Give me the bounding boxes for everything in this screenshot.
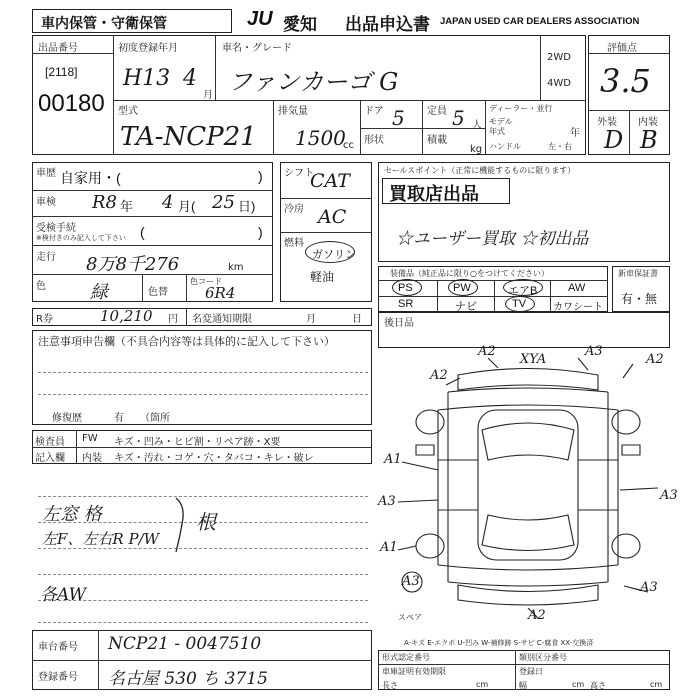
- repair-value: 有: [114, 413, 124, 424]
- handwritten-note-4: 各AW: [40, 585, 87, 605]
- inspection-day: 25: [212, 192, 235, 213]
- ac-value: AC: [318, 206, 347, 228]
- interior-score-value: B: [640, 126, 658, 154]
- first-reg-year: H13: [123, 66, 171, 91]
- capacity-label: 定員: [427, 106, 447, 117]
- load-unit: kg: [470, 144, 483, 155]
- width-unit: cm: [572, 680, 585, 689]
- shape-label: 形状: [364, 135, 384, 146]
- model-year-label: モデル: [489, 117, 513, 126]
- displacement-unit: cc: [343, 140, 354, 151]
- handwritten-note-1: 左窓 格: [42, 504, 102, 525]
- model-value: TA-NCP21: [120, 122, 257, 152]
- inspection-label: 車検: [36, 197, 56, 208]
- name-grade-label: 車名・グレード: [222, 43, 292, 54]
- equip-tv: TV: [512, 298, 527, 310]
- drive-2wd: 2WD: [547, 52, 571, 63]
- repair-label: 修復歴: [52, 413, 82, 424]
- recycle-unit: 円: [168, 314, 178, 325]
- exterior-score-label: 外装: [597, 117, 617, 128]
- shift-value: CAT: [310, 170, 350, 192]
- length-label: 長さ: [382, 681, 398, 690]
- recycle-value: 10,210: [100, 307, 153, 325]
- mileage-unit: km: [228, 262, 244, 273]
- damage-mark-3: A3: [585, 344, 603, 359]
- displacement-label: 排気量: [278, 106, 308, 117]
- repair-place: （箇所: [140, 413, 170, 424]
- lot-number: 00180: [38, 90, 105, 117]
- fuel-label: 燃料: [284, 238, 304, 249]
- ac-label: 冷房: [284, 204, 304, 215]
- score-value: 3.5: [600, 62, 651, 100]
- inspection-year-unit: 年: [120, 199, 134, 214]
- shift-label: シフト: [284, 168, 314, 179]
- receipt-note: ※検付きのみ記入して下さい: [36, 234, 126, 242]
- first-reg-label: 初度登録年月: [118, 43, 178, 54]
- spare-label: スペア: [398, 613, 422, 622]
- back-items-label: 後日品: [384, 318, 414, 329]
- history-close: ): [258, 168, 263, 184]
- equip-airbag: エアB: [508, 285, 538, 297]
- storage-label-box: [32, 9, 232, 33]
- damage-mark-7: A3: [378, 494, 396, 509]
- receipt-open: (: [140, 224, 145, 240]
- inspector-interior-items: キズ・汚れ・コゲ・穴・タバコ・キレ・破レ: [114, 453, 314, 464]
- inspection-year: R8: [92, 192, 118, 213]
- damage-mark-2: XYA: [520, 352, 547, 367]
- storage-label: 車内保管・守衛保管: [41, 15, 167, 31]
- color-code-label: 色コード: [190, 277, 222, 286]
- lot-number-label: 出品番号: [38, 43, 78, 54]
- damage-mark-10: A3: [402, 574, 420, 589]
- circle-pw: [448, 279, 478, 296]
- class-label: 類別区分番号: [519, 653, 567, 662]
- damage-mark-12: A2: [528, 608, 546, 623]
- color-code-value: 6R4: [205, 284, 236, 302]
- inspection-month-unit: 月(: [178, 199, 196, 214]
- ju-logo: JU: [247, 8, 273, 30]
- handle-values: 左・右: [548, 142, 572, 151]
- selling-points-label: セールスポイント（正常に機能するものに限ります）: [384, 166, 576, 175]
- equip-ps: PS: [398, 282, 413, 294]
- mileage-label: 走行: [36, 252, 56, 263]
- inspector-label-2: 記入欄: [35, 453, 65, 464]
- selling-points-note: ☆ユーザー買取 ☆初出品: [396, 229, 589, 249]
- car-damage-diagram: [378, 350, 670, 630]
- handwritten-note-3: 根: [196, 510, 216, 534]
- inspector-exterior-items: キズ・凹み・ヒビ割・リペア跡・X要: [114, 437, 281, 448]
- handwritten-note-2: 左F、左右R P/W: [42, 530, 160, 548]
- year-unit: 年: [570, 128, 580, 139]
- inspector-label-1: 検査員: [35, 437, 65, 448]
- model-label: 型式: [118, 106, 138, 117]
- damage-mark-6: A1: [384, 452, 402, 467]
- notes-label: 注意事項申告欄（不具合内容等は具体的に記入して下さい）: [38, 335, 335, 348]
- damage-mark-4: A2: [646, 352, 664, 367]
- equipment-label: 装備品（純正品に限り○をつけてください）: [390, 269, 549, 278]
- mileage-value: 8万8千276: [86, 254, 180, 275]
- cert-expiry-label: 形式認定番号: [382, 653, 430, 662]
- height-label: 高さ: [590, 681, 606, 690]
- equip-pw: PW: [453, 282, 471, 294]
- garage-cert-label: 車庫証明有効期限: [382, 667, 446, 676]
- lot-sub-number: [2118]: [45, 65, 78, 79]
- reg-date-label: 登録日: [519, 667, 543, 676]
- deadline-day-unit: 日: [352, 314, 362, 325]
- length-unit: cm: [476, 680, 489, 689]
- fuel-alt: 軽油: [310, 270, 335, 284]
- association-name: JAPAN USED CAR DEALERS ASSOCIATION: [440, 16, 640, 27]
- interior-score-label: 内装: [638, 117, 658, 128]
- dealer-label: ディーラー・並行: [489, 104, 553, 113]
- load-label: 積載: [427, 135, 447, 146]
- recycle-label: R券: [36, 314, 53, 325]
- damage-mark-11: A3: [640, 580, 658, 595]
- width-label: 幅: [519, 681, 527, 690]
- brace-mark: [172, 496, 192, 556]
- first-reg-month: 4: [183, 66, 197, 91]
- equip-aw: AW: [568, 282, 586, 294]
- history-value: 自家用・(: [60, 170, 121, 186]
- form-title: 出品申込書: [345, 15, 430, 34]
- inspector-exterior-tag: FW: [82, 433, 98, 444]
- score-label: 評価点: [607, 43, 637, 54]
- damage-mark-8: A3: [660, 488, 678, 503]
- history-label: 車歴: [36, 168, 56, 179]
- handle-label: ハンドル: [489, 142, 521, 151]
- color-label: 色: [36, 281, 46, 292]
- receipt-label: 受検手続: [36, 223, 76, 234]
- deadline-label: 名変通知期限: [192, 314, 252, 325]
- fuel-value: ガソリン: [312, 249, 356, 261]
- color-value: 緑: [90, 282, 108, 303]
- capacity-unit: 人: [472, 120, 482, 131]
- warranty-label: 新車保証書: [618, 269, 658, 278]
- exterior-score-value: D: [604, 126, 624, 154]
- inspector-interior-tag: 内装: [82, 453, 102, 464]
- damage-legend: A-キズ E-エクボ U-凹み W-補修跡 S-サビ C-腐食 XX-交換済: [404, 639, 594, 647]
- plate-label: 登録番号: [38, 672, 78, 683]
- displacement-value: 1500: [295, 126, 346, 150]
- selling-points-headline: 買取店出品: [389, 184, 479, 204]
- org-name: 愛知: [283, 15, 317, 34]
- damage-mark-1: A2: [478, 344, 496, 359]
- circle-airbag: [503, 279, 543, 296]
- doors-value: 5: [392, 106, 405, 130]
- inspection-day-unit: 日): [238, 199, 256, 214]
- equip-sr: SR: [398, 298, 414, 310]
- name-grade-value: ファンカーゴ G: [228, 68, 399, 96]
- model-year-label-2: 年式: [489, 127, 505, 136]
- chassis-label: 車台番号: [38, 642, 78, 653]
- first-reg-month-unit: 月: [203, 90, 213, 101]
- equip-navi: ナビ: [455, 301, 477, 313]
- receipt-close: ): [258, 224, 263, 240]
- capacity-value: 5: [452, 106, 465, 130]
- fuel-circle: [305, 241, 355, 263]
- circle-tv: [505, 296, 535, 312]
- doors-label: ドア: [364, 106, 384, 117]
- color-change-label: 色替: [148, 287, 168, 298]
- warranty-values: 有・無: [621, 292, 658, 306]
- height-unit: cm: [650, 680, 663, 689]
- inspection-month: 4: [162, 192, 174, 213]
- damage-mark-5: A2: [430, 368, 448, 383]
- back-items-frame: [378, 312, 670, 348]
- deadline-month-unit: 月: [306, 314, 316, 325]
- drive-4wd: 4WD: [547, 78, 571, 89]
- circle-ps: [392, 279, 422, 296]
- damage-mark-9: A1: [380, 540, 398, 555]
- chassis-value: NCP21 - 0047510: [108, 634, 262, 654]
- plate-value: 名古屋 530 ち 3715: [108, 669, 268, 689]
- equip-seat: カワシート: [553, 302, 603, 313]
